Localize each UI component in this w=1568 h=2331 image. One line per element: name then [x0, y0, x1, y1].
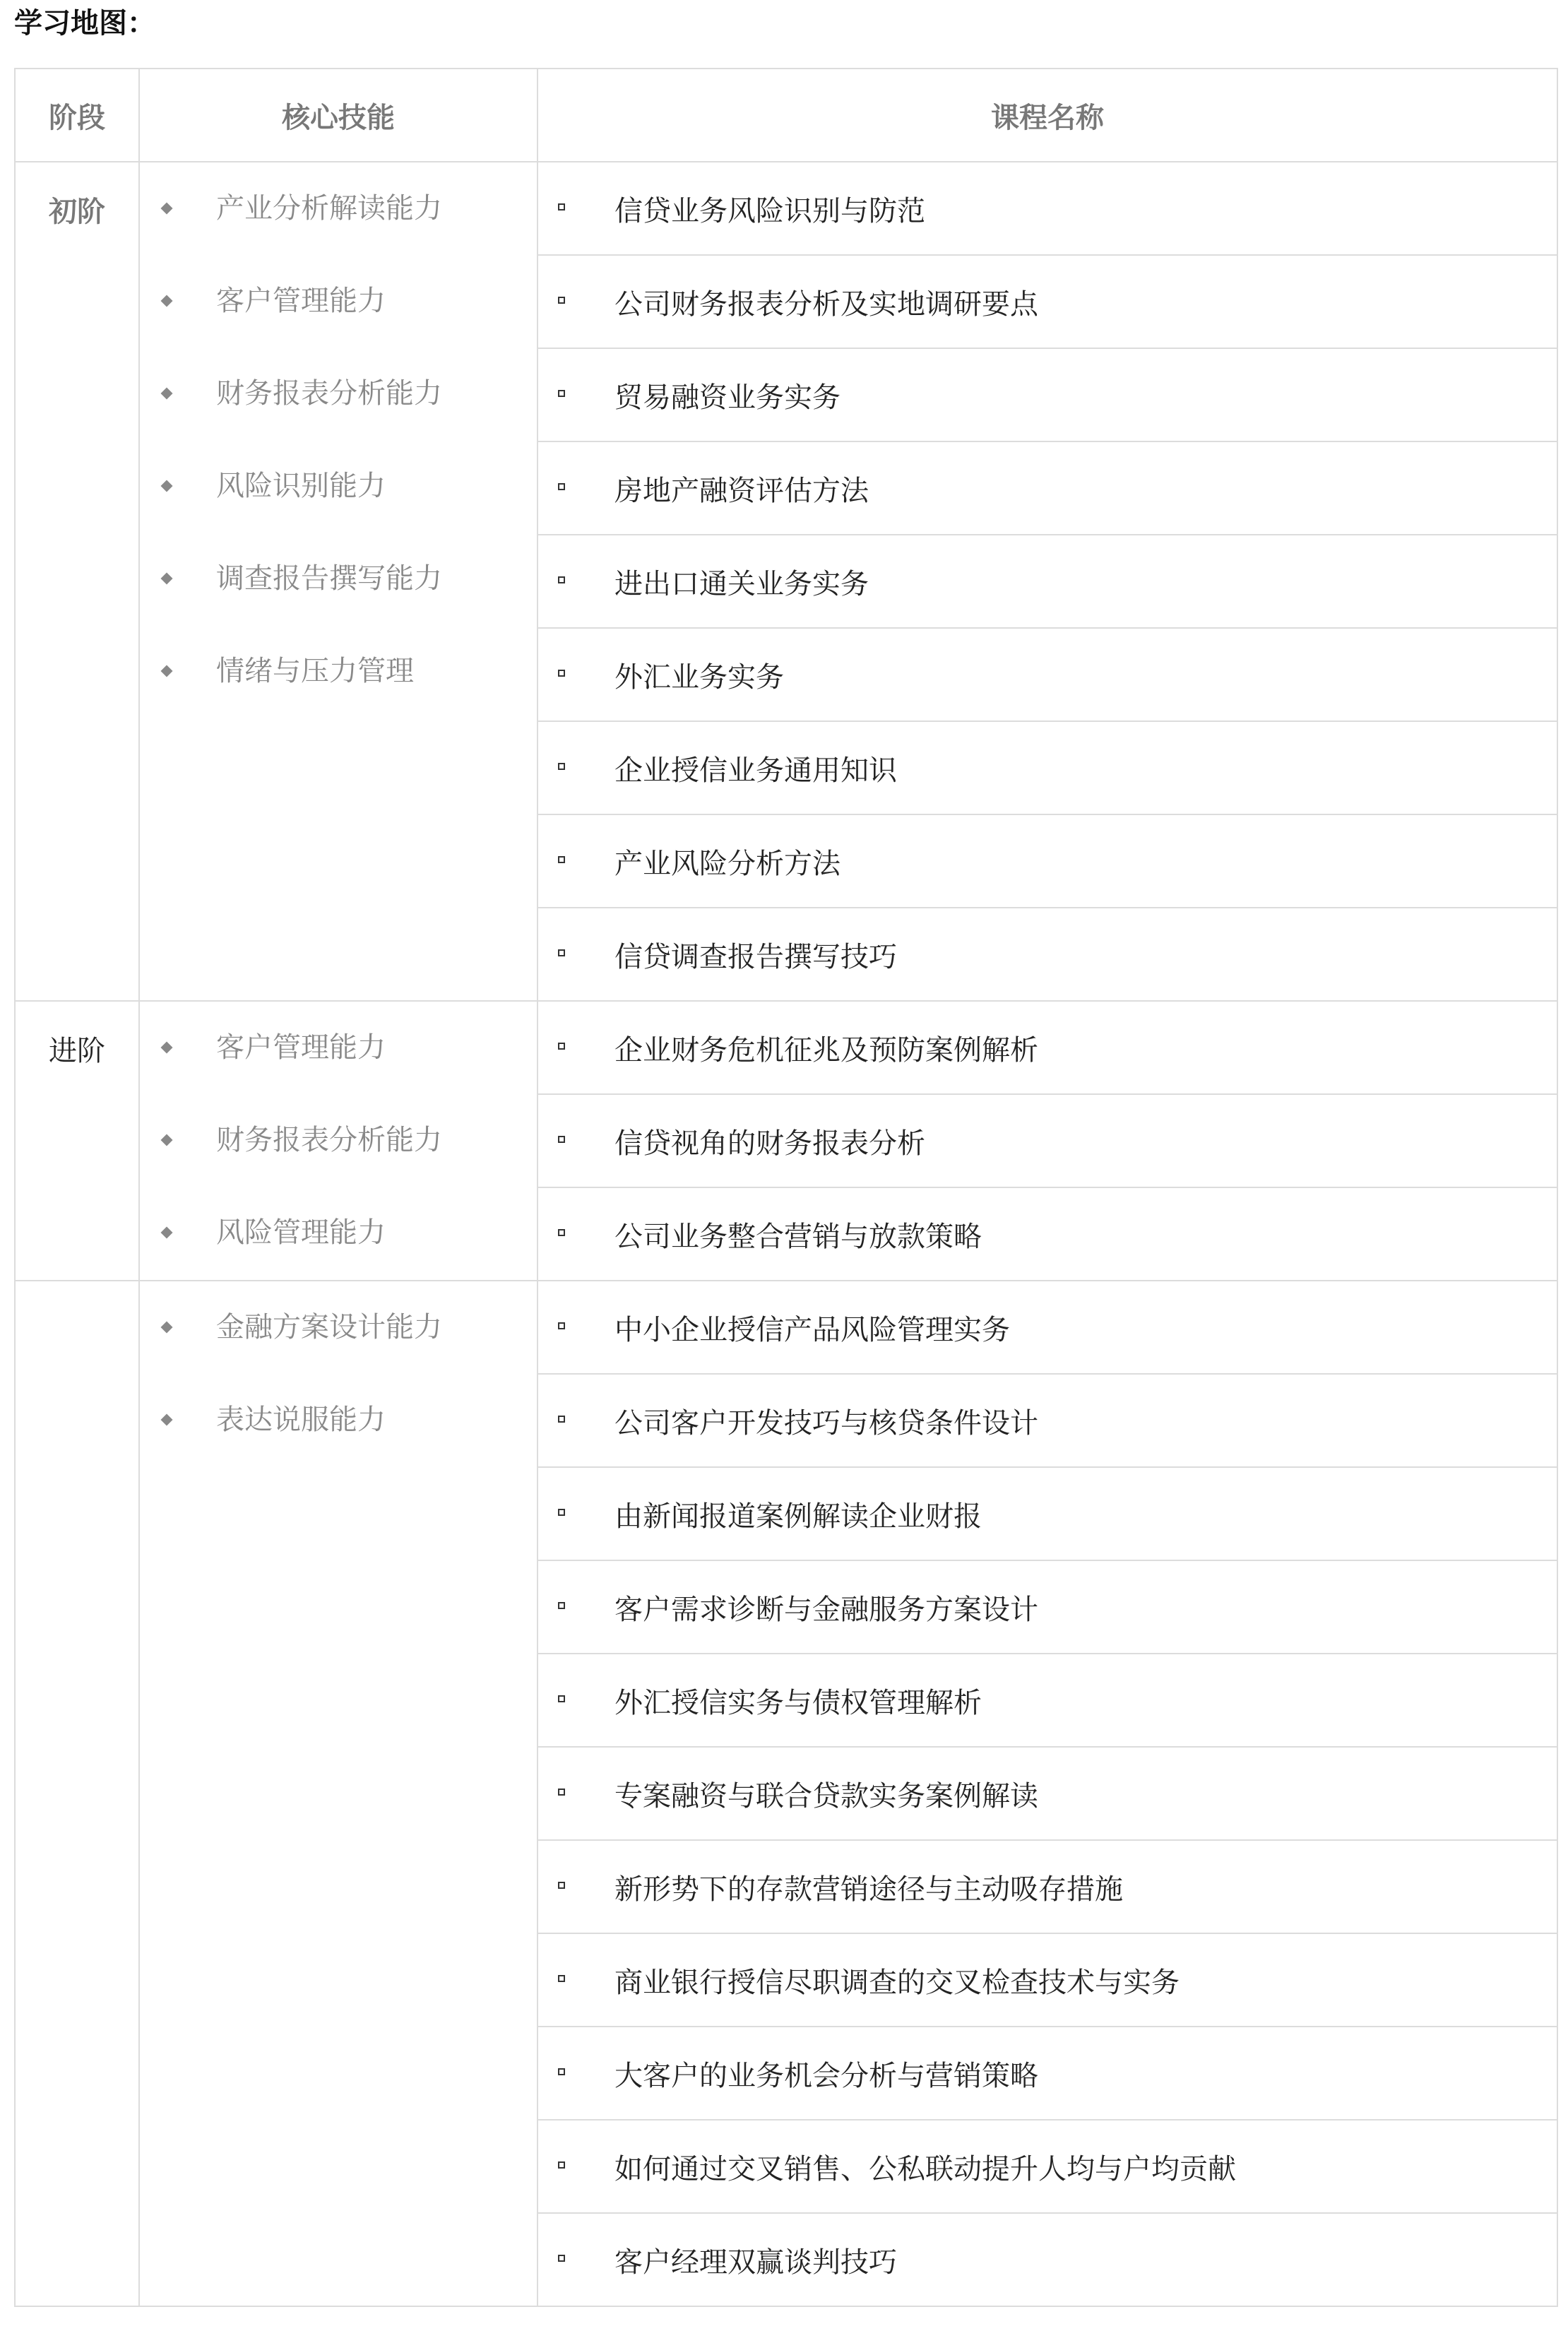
skills-cell — [139, 1281, 537, 2306]
square-bullet-icon — [558, 390, 565, 397]
square-bullet-icon — [558, 2255, 565, 2262]
square-bullet-icon — [558, 576, 565, 583]
course-cell — [537, 1374, 1557, 1467]
course-label: 由新闻报道案例解读企业财报 — [614, 1500, 982, 1533]
course-cell — [537, 1281, 1557, 1374]
square-bullet-icon — [558, 1695, 565, 1702]
skill-item — [140, 162, 537, 255]
course-label: 企业授信业务通用知识 — [614, 754, 897, 787]
course-cell — [537, 535, 1557, 628]
course-cell — [537, 908, 1557, 1001]
square-bullet-icon — [558, 670, 565, 677]
course-label: 中小企业授信产品风险管理实务 — [614, 1313, 1010, 1346]
course-label: 公司财务报表分析及实地调研要点 — [614, 287, 1038, 321]
page-title: 学习地图： — [14, 7, 155, 40]
diamond-bullet-icon — [161, 1134, 173, 1146]
course-label: 外汇业务实务 — [614, 660, 784, 694]
skill-label: 情绪与压力管理 — [216, 655, 414, 687]
diamond-bullet-icon — [161, 1414, 173, 1426]
skill-label: 调查报告撰写能力 — [216, 562, 442, 595]
square-bullet-icon — [558, 1416, 565, 1423]
course-cell — [537, 162, 1557, 255]
table-row — [15, 1001, 1557, 1094]
course-label: 客户需求诊断与金融服务方案设计 — [614, 1593, 1038, 1626]
square-bullet-icon — [558, 483, 565, 490]
course-label: 商业银行授信尽职调查的交叉检查技术与实务 — [614, 1966, 1180, 1999]
course-label: 客户经理双赢谈判技巧 — [614, 2246, 897, 2279]
skill-item — [140, 255, 537, 348]
skills-cell — [139, 162, 537, 1001]
square-bullet-icon — [558, 856, 565, 863]
skill-label: 风险管理能力 — [216, 1216, 386, 1249]
skill-label: 金融方案设计能力 — [216, 1311, 442, 1344]
square-bullet-icon — [558, 1322, 565, 1329]
course-cell — [537, 1187, 1557, 1281]
skill-item — [140, 1374, 537, 1466]
table-header-row — [15, 69, 1557, 162]
square-bullet-icon — [558, 949, 565, 956]
stage-cell — [15, 1281, 139, 2306]
course-label: 新形势下的存款营销途径与主动吸存措施 — [614, 1873, 1123, 1906]
stage-cell: 进阶 — [15, 1001, 139, 1281]
skill-item — [140, 1094, 537, 1187]
course-label: 信贷视角的财务报表分析 — [614, 1127, 925, 1160]
course-cell — [537, 441, 1557, 535]
course-cell — [537, 1467, 1557, 1560]
course-cell — [537, 2213, 1557, 2306]
square-bullet-icon — [558, 203, 565, 210]
header-stage: 阶段 — [15, 69, 139, 162]
course-cell — [537, 1560, 1557, 1654]
learning-map-table — [14, 68, 1558, 2307]
square-bullet-icon — [558, 1043, 565, 1050]
square-bullet-icon — [558, 297, 565, 304]
skill-label: 财务报表分析能力 — [216, 1124, 442, 1156]
square-bullet-icon — [558, 1975, 565, 1982]
skills-cell — [139, 1001, 537, 1281]
course-cell — [537, 2027, 1557, 2120]
course-cell — [537, 1094, 1557, 1187]
square-bullet-icon — [558, 1602, 565, 1609]
course-label: 公司客户开发技巧与核贷条件设计 — [614, 1406, 1038, 1440]
skill-item — [140, 625, 537, 718]
course-cell — [537, 1840, 1557, 1933]
header-course-name: 课程名称 — [537, 69, 1557, 162]
diamond-bullet-icon — [161, 573, 173, 585]
skill-item — [140, 1002, 537, 1094]
skill-item — [140, 1281, 537, 1374]
skill-label: 财务报表分析能力 — [216, 377, 442, 410]
square-bullet-icon — [558, 1136, 565, 1143]
header-core-skills: 核心技能 — [139, 69, 537, 162]
skill-label: 表达说服能力 — [216, 1404, 386, 1436]
diamond-bullet-icon — [161, 1227, 173, 1239]
diamond-bullet-icon — [161, 665, 173, 677]
skill-list — [140, 1281, 537, 1466]
course-label: 如何通过交叉销售、公私联动提升人均与户均贡献 — [614, 2152, 1236, 2185]
course-label: 产业风险分析方法 — [614, 847, 841, 880]
course-cell — [537, 2120, 1557, 2213]
square-bullet-icon — [558, 1509, 565, 1516]
course-cell — [537, 1001, 1557, 1094]
course-cell — [537, 255, 1557, 348]
diamond-bullet-icon — [161, 480, 173, 492]
course-label: 房地产融资评估方法 — [614, 474, 869, 507]
course-cell — [537, 348, 1557, 441]
course-label: 专案融资与联合贷款实务案例解读 — [614, 1779, 1038, 1813]
course-label: 公司业务整合营销与放款策略 — [614, 1220, 982, 1253]
square-bullet-icon — [558, 1229, 565, 1236]
table-row — [15, 162, 1557, 255]
course-cell — [537, 721, 1557, 814]
course-label: 企业财务危机征兆及预防案例解析 — [614, 1033, 1038, 1067]
course-cell — [537, 628, 1557, 721]
course-label: 信贷业务风险识别与防范 — [614, 194, 925, 227]
square-bullet-icon — [558, 1789, 565, 1796]
skill-label: 风险识别能力 — [216, 470, 386, 502]
skill-label: 产业分析解读能力 — [216, 192, 442, 225]
skill-list — [140, 1002, 537, 1279]
course-label: 外汇授信实务与债权管理解析 — [614, 1686, 982, 1719]
diamond-bullet-icon — [161, 1042, 173, 1054]
square-bullet-icon — [558, 2161, 565, 2169]
skill-item — [140, 1187, 537, 1279]
diamond-bullet-icon — [161, 295, 173, 307]
skill-label: 客户管理能力 — [216, 1031, 386, 1064]
course-cell — [537, 1933, 1557, 2027]
skill-label: 客户管理能力 — [216, 285, 386, 317]
skill-item — [140, 440, 537, 533]
course-label: 信贷调查报告撰写技巧 — [614, 940, 897, 973]
course-cell — [537, 1747, 1557, 1840]
skill-list — [140, 162, 537, 718]
diamond-bullet-icon — [161, 203, 173, 215]
course-cell — [537, 814, 1557, 908]
square-bullet-icon — [558, 1882, 565, 1889]
stage-cell: 初阶 — [15, 162, 139, 1001]
table-body — [15, 162, 1557, 2306]
course-label: 进出口通关业务实务 — [614, 567, 869, 600]
table-row — [15, 1281, 1557, 1374]
square-bullet-icon — [558, 763, 565, 770]
skill-item — [140, 348, 537, 440]
square-bullet-icon — [558, 2068, 565, 2075]
course-label: 贸易融资业务实务 — [614, 381, 841, 414]
diamond-bullet-icon — [161, 388, 173, 400]
skill-item — [140, 533, 537, 625]
course-cell — [537, 1654, 1557, 1747]
course-label: 大客户的业务机会分析与营销策略 — [614, 2059, 1038, 2092]
diamond-bullet-icon — [161, 1322, 173, 1334]
